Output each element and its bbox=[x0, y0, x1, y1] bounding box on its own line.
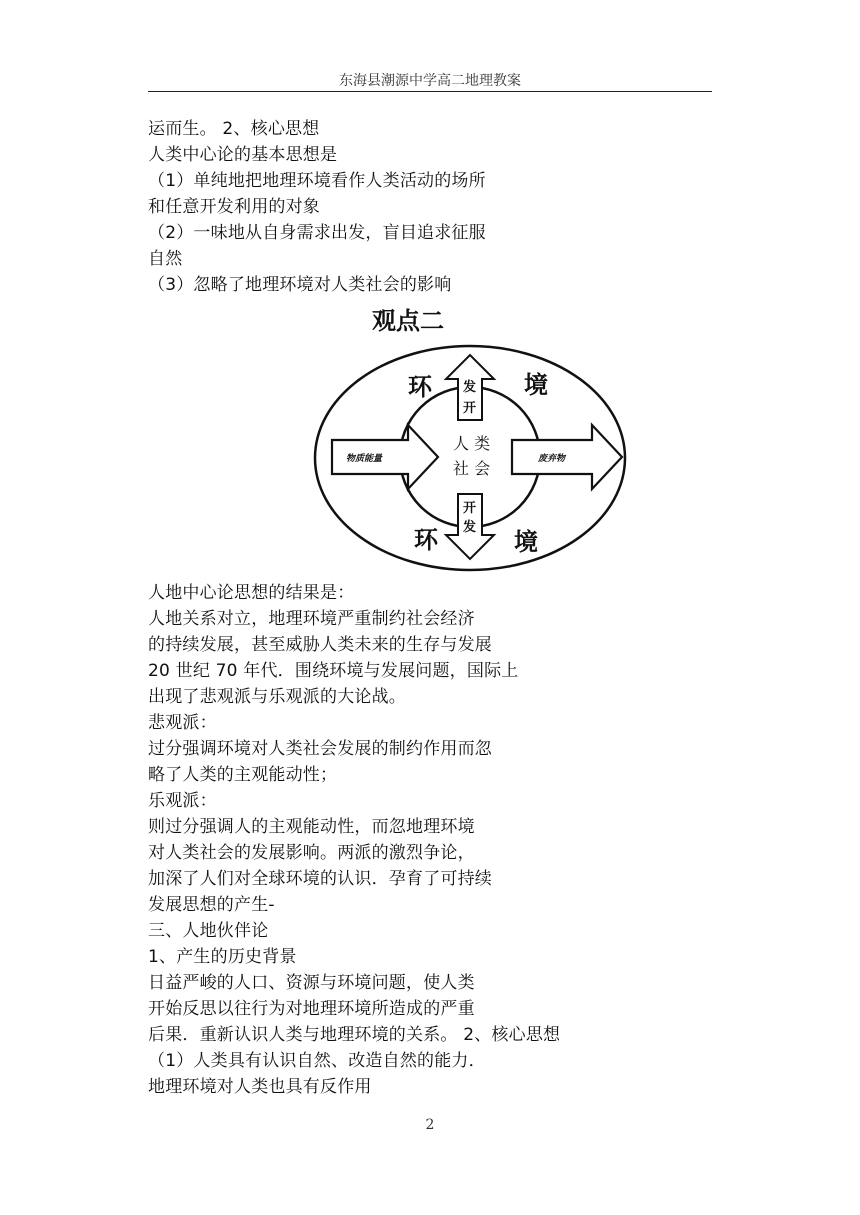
text-line: 乐观派： bbox=[148, 791, 217, 811]
top-arrow-text-1: 发 bbox=[463, 380, 477, 395]
text-line: 对人类社会的发展影响。两派的激烈争论， bbox=[148, 843, 475, 863]
label-bottom-right: 境 bbox=[514, 527, 538, 556]
text-line: （1）单纯地把地理环境看作人类活动的场所 bbox=[148, 171, 486, 191]
text-line: 发展思想的产生- bbox=[148, 895, 275, 915]
label-top-left: 环 bbox=[408, 372, 432, 401]
bottom-arrow-text-2: 发 bbox=[463, 520, 477, 535]
subsection-heading: 1、产生的历史背景 bbox=[148, 947, 297, 967]
right-arrow bbox=[512, 425, 622, 489]
header-rule bbox=[148, 91, 712, 92]
label-bottom-left: 环 bbox=[414, 525, 438, 554]
page-header: 东海县潮源中学高二地理教案 bbox=[339, 73, 521, 89]
paragraph-block-1 bbox=[148, 116, 728, 298]
text-line: 开始反思以往行为对地理环境所造成的严重 bbox=[148, 999, 475, 1019]
text-line: 过分强调环境对人类社会发展的制约作用而忽 bbox=[148, 739, 492, 759]
text-line: 自然 bbox=[148, 249, 183, 269]
left-arrow-text: 物质能量 bbox=[346, 454, 383, 464]
text-line: （2）一味地从自身需求出发，盲目追求征服 bbox=[148, 223, 486, 243]
page-number: 2 bbox=[425, 1117, 435, 1133]
right-arrow-text: 废弃物 bbox=[538, 454, 566, 464]
text-line: 后果．重新认识人类与地理环境的关系。 2、核心思想 bbox=[148, 1025, 561, 1045]
text-line: 20 世纪 70 年代．围绕环境与发展问题，国际上 bbox=[148, 661, 519, 681]
text-line: 日益严峻的人口、资源与环境问题，使人类 bbox=[148, 973, 475, 993]
diagram-title: 观点二 bbox=[372, 307, 444, 335]
text-line: 的持续发展，甚至威胁人类未来的生存与发展 bbox=[148, 635, 492, 655]
top-arrow-text-2: 开 bbox=[463, 401, 477, 416]
center-text-1: 人 类 bbox=[453, 434, 491, 453]
text-line: 悲观派： bbox=[148, 713, 217, 733]
text-line: 地理环境对人类也具有反作用 bbox=[148, 1077, 372, 1097]
text-line: 人类中心论的基本思想是 bbox=[148, 145, 338, 165]
label-top-right: 境 bbox=[524, 370, 548, 399]
text-line: 人地中心论思想的结果是： bbox=[148, 583, 355, 603]
text-line: 运而生。 2、核心思想 bbox=[148, 119, 320, 139]
paragraph-block-2 bbox=[148, 580, 728, 1100]
text-line: 略了人类的主观能动性； bbox=[148, 765, 338, 785]
text-line: 和任意开发利用的对象 bbox=[148, 197, 320, 217]
bottom-arrow-text-1: 开 bbox=[463, 501, 477, 516]
text-line: 加深了人们对全球环境的认识．孕育了可持续 bbox=[148, 869, 492, 889]
section-heading: 三、人地伙伴论 bbox=[148, 921, 269, 941]
diagram-svg bbox=[310, 297, 640, 580]
text-line: （3）忽略了地理环境对人类社会的影响 bbox=[148, 275, 452, 295]
center-text-2: 社 会 bbox=[453, 459, 491, 478]
text-line: 出现了悲观派与乐观派的大论战。 bbox=[148, 687, 406, 707]
text-line: （1）人类具有认识自然、改造自然的能力． bbox=[148, 1051, 486, 1071]
text-line: 则过分强调人的主观能动性，而忽地理环境 bbox=[148, 817, 475, 837]
diagram-figure bbox=[310, 297, 640, 580]
text-line: 人地关系对立，地理环境严重制约社会经济 bbox=[148, 609, 475, 629]
